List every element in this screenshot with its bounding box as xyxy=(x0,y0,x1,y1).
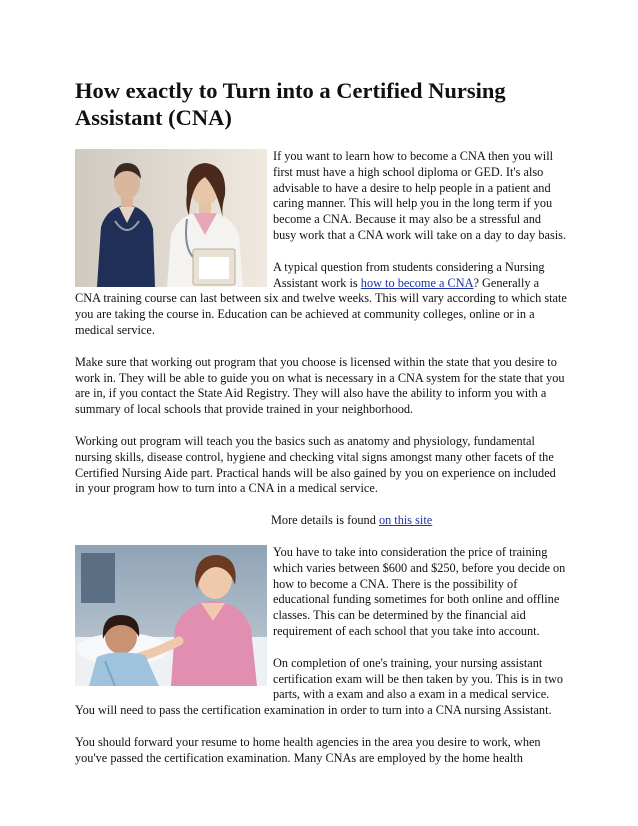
paragraph-5 xyxy=(75,513,567,529)
article-body xyxy=(75,149,567,783)
nurse-with-child-patient-photo xyxy=(75,545,267,686)
paragraph-2-text-after: ? Generally a CNA training course can last between six and twelve weeks. This will vary according to which state you are taking the course in. Education can be achieved at community colleges, online or in a medical service. xyxy=(75,275,567,337)
paragraph-7: On completion of one's training, your nursing assistant certification exam will be then taken by you. This is in two parts, with a exam and also a exam in a medical service. You will need to pass the certification examination in order to turn into a CNA nursing Assistant. xyxy=(75,655,564,718)
paragraph-4: Working out program will teach you the basics such as anatomy and physiology, fundamental nursing skills, disease control, hygiene and checking vital signs amongst many other facets of the Certified Nursing Aide part. Practical hands will be also gained by you on experience on included in your program how to turn into a CNA in a medical service. xyxy=(75,433,556,496)
paragraph-8: You should forward your resume to home health agencies in the area you desire to work, when you've passed the certification examination. Many CNAs are employed by the home health xyxy=(75,734,541,765)
paragraph-6: You have to take into consideration the price of training which varies between $600 and $250, before you decide on how to become a CNA. There is the possibility of educational funding sometimes for both online and offline classes. This can be determined by the financial aid requirement of each school that you take into account. xyxy=(273,544,566,638)
paragraph-3: Make sure that working out program that you choose is licensed within the state that you desire to work in. They will be able to guide you on what is necessary in a CNA system for the state that you are in, if you contact the State Aid Registry. They will also have the ability to inform you with a summary of local schools that provide trained in your neighborhood. xyxy=(75,354,565,417)
paragraph-5-text: More details is found xyxy=(271,513,379,528)
paragraph-1: If you want to learn how to become a CNA then you will first must have a high school diploma or GED. It's also advisable to have a desire to help people in a patient and caring manner. This will help you in the long term if you become a CNA. Because it may also be a stressful and busy work that a CNA work will take on a day to day basis. xyxy=(273,149,567,242)
on-this-site-link[interactable]: on this site xyxy=(378,513,433,528)
page-title: How exactly to Turn into a Certified Nursing Assistant (CNA) xyxy=(75,78,506,130)
nurses-photo xyxy=(75,149,267,287)
how-to-become-cna-link[interactable]: how to become a CNA xyxy=(360,275,474,290)
paragraph-2-text-before: A typical question from students considering a Nursing Assistant work is xyxy=(273,259,545,290)
